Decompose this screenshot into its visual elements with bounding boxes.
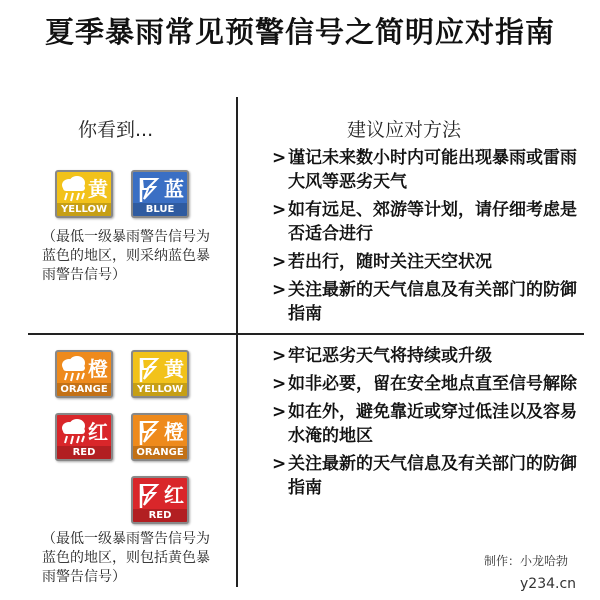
bottom-signal-orange <box>131 413 189 461</box>
page-title: 夏季暴雨常见预警信号之简明应对指南 <box>44 15 555 49</box>
rain-cloud-icon <box>59 355 89 383</box>
top-signal-blue <box>131 170 189 218</box>
signal-label: YELLOW <box>133 383 187 396</box>
advice-text: 如非必要，留在安全地点直至信号解除 <box>288 374 577 394</box>
rain-cloud-icon <box>59 418 89 446</box>
bullet-marker: > <box>272 454 287 474</box>
bullet-marker: > <box>272 402 287 422</box>
advice-text: 关注最新的天气信息及有关部门的防御指南 <box>288 454 577 498</box>
vertical-divider <box>236 97 238 587</box>
bottom-note: （最低一级暴雨警告信号为蓝色的地区，则包括黄色暴雨警告信号） <box>42 531 210 585</box>
signal-character: 蓝 <box>164 177 184 201</box>
advice-text: 谨记未来数小时内可能出现暴雨或雷雨大风等恶劣天气 <box>288 148 577 192</box>
bullet-marker: > <box>272 374 287 394</box>
advice-item <box>272 400 592 448</box>
advice-text: 牢记恶劣天气将持续或升级 <box>288 346 492 366</box>
rain-cloud-icon <box>59 175 89 203</box>
bullet-marker: > <box>272 346 287 366</box>
advice-item <box>272 198 592 246</box>
lightning-flag-icon <box>135 418 165 446</box>
signal-character: 黄 <box>88 177 108 201</box>
site-watermark: y234.cn <box>520 576 577 592</box>
top-signal-yellow <box>55 170 113 218</box>
bottom-signal-orange <box>55 350 113 398</box>
bullet-marker: > <box>272 148 287 168</box>
advice-item <box>272 344 592 368</box>
lightning-flag-icon <box>135 175 165 203</box>
lightning-flag-icon <box>135 481 165 509</box>
signal-character: 红 <box>164 483 184 507</box>
advice-text: 如在外，避免靠近或穿过低洼以及容易水淹的地区 <box>288 402 577 446</box>
bottom-signal-yellow <box>131 350 189 398</box>
bottom-signal-red <box>55 413 113 461</box>
horizontal-divider <box>28 333 584 335</box>
bullet-marker: > <box>272 200 287 220</box>
right-column-header: 建议应对方法 <box>347 119 462 141</box>
signal-label: ORANGE <box>133 446 187 459</box>
signal-label: RED <box>133 509 187 522</box>
advice-text: 若出行，随时关注天空状况 <box>288 252 492 272</box>
signal-character: 黄 <box>164 357 184 381</box>
signal-label: BLUE <box>133 203 187 216</box>
advice-item <box>272 372 592 396</box>
left-column-header: 你看到... <box>78 119 154 141</box>
top-note: （最低一级暴雨警告信号为蓝色的地区，则采纳蓝色暴雨警告信号） <box>42 229 210 283</box>
top-advice-list <box>272 146 592 330</box>
advice-item <box>272 250 592 274</box>
advice-item <box>272 452 592 500</box>
advice-item <box>272 278 592 326</box>
advice-text: 如有远足、郊游等计划，请仔细考虑是否适合进行 <box>288 200 577 244</box>
author-signature: 制作：小龙哈勃 <box>484 554 569 568</box>
bottom-advice-list <box>272 344 592 504</box>
signal-label: ORANGE <box>57 383 111 396</box>
advice-text: 关注最新的天气信息及有关部门的防御指南 <box>288 280 577 324</box>
signal-character: 橙 <box>164 420 184 444</box>
bullet-marker: > <box>272 252 287 272</box>
bottom-signal-red <box>131 476 189 524</box>
signal-label: RED <box>57 446 111 459</box>
signal-character: 橙 <box>88 357 108 381</box>
signal-character: 红 <box>88 420 108 444</box>
lightning-flag-icon <box>135 355 165 383</box>
signal-label: YELLOW <box>57 203 111 216</box>
advice-item <box>272 146 592 194</box>
bullet-marker: > <box>272 280 287 300</box>
